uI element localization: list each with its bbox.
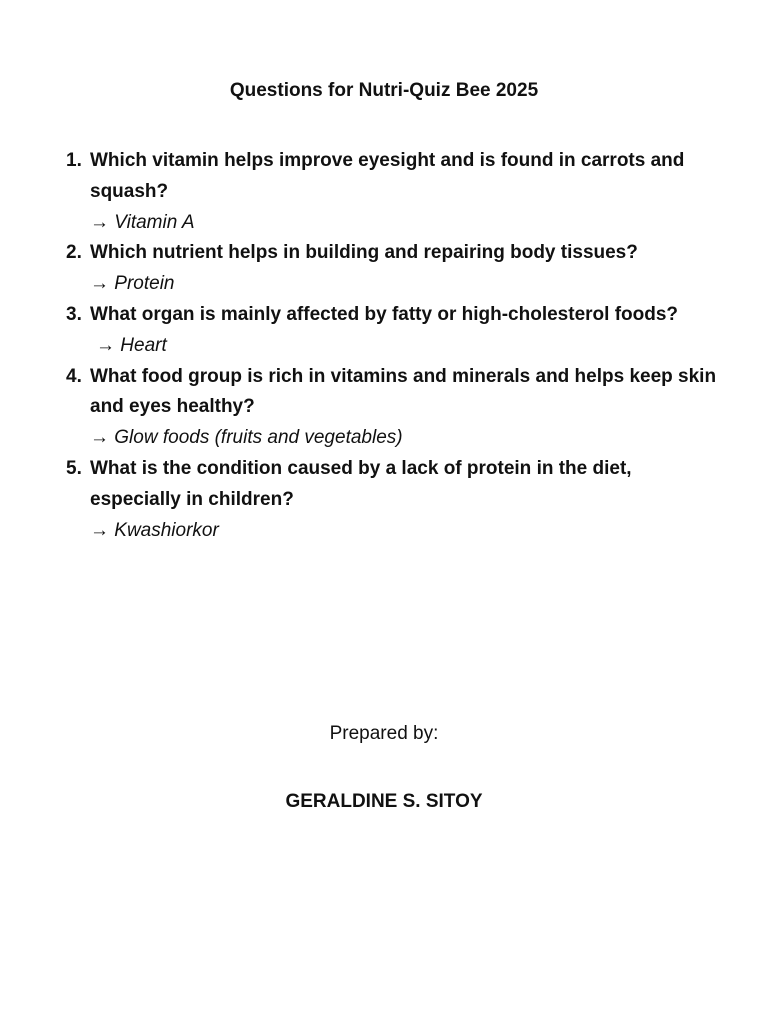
question-item-1 bbox=[66, 146, 726, 238]
question-text: Which vitamin helps improve eyesight and is found in carrots and squash? bbox=[90, 150, 685, 202]
answer-text: → Protein bbox=[90, 273, 175, 295]
question-item-3 bbox=[66, 300, 726, 362]
question-number: 2. bbox=[66, 242, 82, 264]
document-title: Questions for Nutri-Quiz Bee 2025 bbox=[229, 80, 539, 101]
question-number: 4. bbox=[66, 365, 82, 387]
question-item-4 bbox=[66, 362, 726, 454]
answer-text: → Heart bbox=[96, 334, 167, 356]
answer-text: → Glow foods (fruits and vegetables) bbox=[90, 427, 403, 449]
question-text: Which nutrient helps in building and repairing body tissues? bbox=[90, 242, 638, 264]
question-list bbox=[66, 146, 726, 546]
question-item-5 bbox=[66, 454, 726, 546]
answer-text: → Vitamin A bbox=[90, 211, 195, 233]
prepared-by-name: GERALDINE S. SITOY bbox=[285, 791, 483, 812]
question-text: What organ is mainly affected by fatty or high-cholesterol foods? bbox=[90, 303, 679, 325]
question-number: 5. bbox=[66, 457, 82, 479]
question-number: 1. bbox=[66, 150, 82, 171]
prepared-by-label: Prepared by: bbox=[329, 723, 439, 744]
answer-text: → Kwashiorkor bbox=[90, 519, 219, 541]
question-item-2 bbox=[66, 238, 726, 300]
question-text: What food group is rich in vitamins and minerals and helps keep skin and eyes healthy? bbox=[90, 365, 717, 418]
question-number: 3. bbox=[66, 303, 82, 325]
question-text: What is the condition caused by a lack of protein in the diet, especially in children? bbox=[90, 457, 632, 510]
